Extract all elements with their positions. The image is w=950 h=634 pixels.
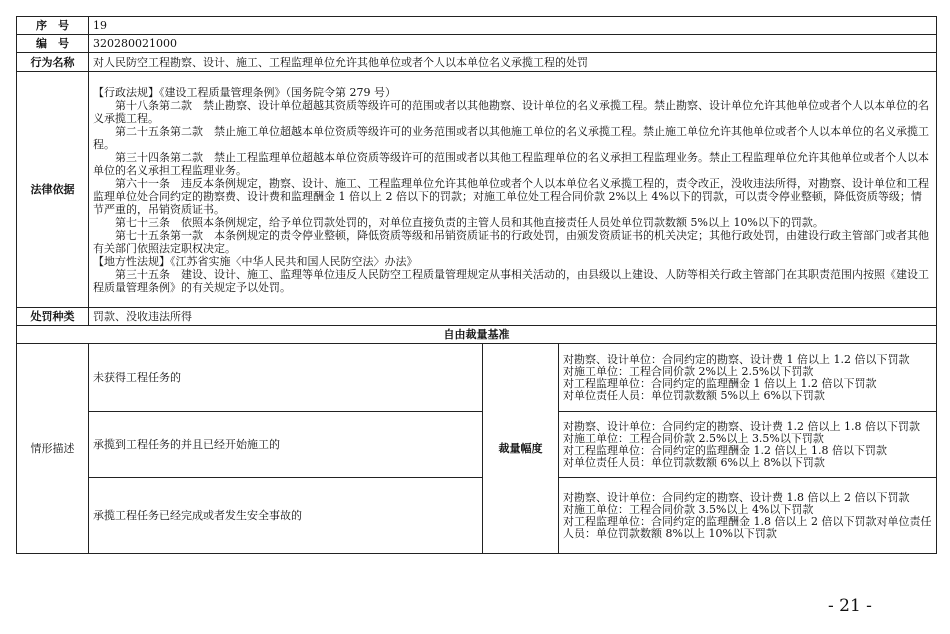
range-label: 裁量幅度 bbox=[483, 344, 559, 554]
range-line: 对工程监理单位：合同约定的监理酬金 1.2 倍以上 1.8 倍以下罚款 bbox=[563, 443, 887, 457]
situation-label: 情形描述 bbox=[17, 344, 89, 554]
scenario-text: 未获得工程任务的 bbox=[89, 344, 483, 412]
legal-article: 第三十五条 建设、设计、施工、监理等单位违反人民防空工程质量管理规定从事相关活动的，由县级以上建设、人防等相关行政主管部门在其职责范围内按照《建设工程质量管理条例》的有关规定予以处罚。 bbox=[93, 267, 929, 294]
action-value: 对人民防空工程勘察、设计、施工、工程监理单位允许其他单位或者个人以本单位名义承揽工程的处罚 bbox=[89, 53, 937, 72]
row-code bbox=[17, 35, 937, 53]
range-line: 对工程监理单位：合同约定的监理酬金 1 倍以上 1.2 倍以下罚款 bbox=[563, 376, 877, 390]
legal-heading-regulation: 【行政法规】《建设工程质量管理条例》（国务院令第 279 号） bbox=[93, 85, 396, 99]
legal-article: 第二十五条第二款 禁止施工单位超越本单位资质等级许可的业务范围或者以其他施工单位的名义承揽工程。禁止施工单位允许其他单位或者个人以本单位的名义承揽工程。 bbox=[93, 124, 929, 151]
punish-label: 处罚种类 bbox=[17, 308, 89, 326]
legal-basis-text bbox=[89, 72, 937, 308]
row-discretion-title bbox=[17, 326, 937, 344]
row-legal-basis bbox=[17, 72, 937, 308]
table-row bbox=[17, 412, 937, 478]
legal-article: 第七十三条 依照本条例规定，给予单位罚款处罚的，对单位直接负责的主管人员和其他直接责任人员处单位罚款数额 5%以上 10%以下的罚款。 bbox=[115, 215, 824, 229]
discretion-title: 自由裁量基准 bbox=[17, 326, 937, 344]
range-line: 对工程监理单位：合同约定的监理酬金 1.8 倍以上 2 倍以下罚款对单位责任人员：单位罚款数额 8%以上 10%以下罚款 bbox=[563, 514, 932, 540]
code-label: 编 号 bbox=[17, 35, 89, 53]
range-cell bbox=[559, 412, 937, 478]
scenario-text: 承揽到工程任务的并且已经开始施工的 bbox=[89, 412, 483, 478]
range-line: 对单位责任人员：单位罚款数额 6%以上 8%以下罚款 bbox=[563, 455, 825, 469]
range-line: 对施工单位：工程合同价款 2.5%以上 3.5%以下罚款 bbox=[563, 431, 824, 445]
legal-article: 第七十五条第一款 本条例规定的责令停业整顿，降低资质等级和吊销资质证书的行政处罚，由颁发资质证书的机关决定；其他行政处罚，由建设行政主管部门或者其他有关部门依照法定职权决定。 bbox=[93, 228, 929, 255]
range-line: 对勘察、设计单位：合同约定的勘察、设计费 1 倍以上 1.2 倍以下罚款 bbox=[563, 352, 910, 366]
range-line: 对施工单位：工程合同价款 3.5%以上 4%以下罚款 bbox=[563, 502, 814, 516]
range-line: 对施工单位：工程合同价款 2%以上 2.5%以下罚款 bbox=[563, 364, 814, 378]
legal-heading-local: 【地方性法规】《江苏省实施〈中华人民共和国人民防空法〉办法》 bbox=[93, 254, 418, 268]
row-punishment bbox=[17, 308, 937, 326]
range-line: 对勘察、设计单位：合同约定的勘察、设计费 1.2 倍以上 1.8 倍以下罚款 bbox=[563, 419, 920, 433]
range-line: 对勘察、设计单位：合同约定的勘察、设计费 1.8 倍以上 2 倍以下罚款 bbox=[563, 490, 910, 504]
code-value: 320280021000 bbox=[89, 35, 937, 53]
punish-value: 罚款、没收违法所得 bbox=[89, 308, 937, 326]
row-seq bbox=[17, 17, 937, 35]
scenario-text: 承揽工程任务已经完成或者发生安全事故的 bbox=[89, 478, 483, 554]
legal-article: 第六十一条 违反本条例规定，勘察、设计、施工、工程监理单位允许其他单位或者个人以本单位名义承揽工程的，责令改正，没收违法所得，对勘察、设计单位和工程监理单位处合同约定的勘察费、设计费和监理酬金 1 倍以上 2 倍以下的罚款；对施工单位处工程合同价款 2%以上 4%以下的罚款，可以责令停业整顿，降低资质等级；情节严重的，吊销资质证书。 bbox=[93, 176, 929, 216]
penalty-table bbox=[16, 16, 937, 554]
legal-label: 法律依据 bbox=[17, 72, 89, 308]
legal-article: 第十八条第二款 禁止勘察、设计单位超越其资质等级许可的范围或者以其他勘察、设计单位的名义承揽工程。禁止勘察、设计单位允许其他单位或者个人以本单位的名义承揽工程。 bbox=[93, 98, 929, 125]
seq-label: 序 号 bbox=[17, 17, 89, 35]
range-cell bbox=[559, 478, 937, 554]
range-line: 对单位责任人员：单位罚款数额 5%以上 6%以下罚款 bbox=[563, 388, 825, 402]
action-label: 行为名称 bbox=[17, 53, 89, 72]
row-action bbox=[17, 53, 937, 72]
table-row bbox=[17, 478, 937, 554]
seq-value: 19 bbox=[89, 17, 937, 35]
range-cell bbox=[559, 344, 937, 412]
legal-article: 第三十四条第二款 禁止工程监理单位超越本单位资质等级许可的范围或者以其他工程监理单位的名义承担工程监理业务。禁止工程监理单位允许其他单位或者个人以本单位的名义承担工程监理业务。 bbox=[93, 150, 929, 177]
table-row bbox=[17, 344, 937, 412]
page-number: - 21 - bbox=[828, 596, 872, 616]
